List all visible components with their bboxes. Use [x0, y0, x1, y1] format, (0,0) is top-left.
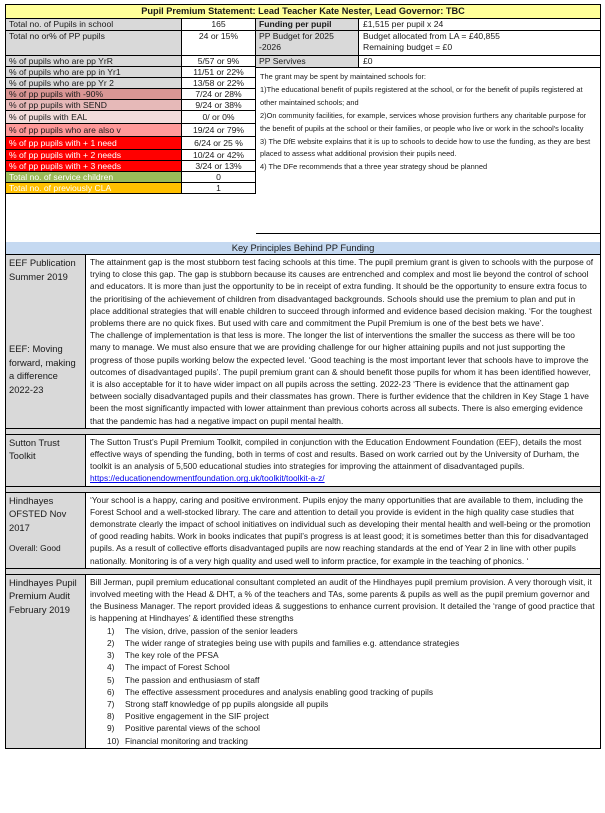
- grant-point-1: 1)The educational benefit of pupils registered at the school, or for the benefit of pupils registered at other maintained schools; and: [260, 84, 583, 107]
- ofsted-overall-rating: Overall: Good: [9, 543, 61, 554]
- strength-item: [107, 722, 597, 734]
- stat-row: [6, 56, 256, 67]
- stat-value: 11/51 or 22%: [182, 67, 256, 77]
- stat-label: % of pupils who are pp Yr 2: [6, 78, 182, 88]
- grant-point-4: 4) The DFe recommends that a three year strategy shoud be planned: [260, 162, 488, 172]
- strength-number: 1): [107, 625, 115, 636]
- budget-remaining: Remaining budget = £0: [363, 42, 453, 52]
- ofsted-side-label: [6, 493, 86, 568]
- stat-value: 0: [182, 172, 256, 182]
- strength-text: The vision, drive, passion of the senior leaders: [125, 625, 298, 636]
- stat-value: 3/24 or 13%: [182, 161, 256, 171]
- strength-text: Positive engagement in the SIF project: [125, 711, 269, 722]
- funding-per-pupil-row: [256, 19, 600, 31]
- stat-row: [6, 100, 256, 111]
- stat-label: % of pp pupils with + 3 needs: [6, 161, 182, 171]
- pp-budget-value: [359, 31, 600, 55]
- funding-per-pupil-value: £1,515 per pupil x 24: [359, 19, 600, 30]
- eef-moving-forward-label: EEF: Moving forward, making a difference 2022-23: [9, 343, 76, 395]
- sutton-trust-body: [86, 435, 600, 486]
- eef-publication-label: EEF Publication Summer 2019: [9, 257, 76, 282]
- stat-label: % of pp pupils with + 2 needs: [6, 150, 182, 160]
- audit-text: Bill Jerman, pupil premium educational consultant completed an audit of the Hindhayes pupil premium provision. A very thorough visit, it involved meeting with the Head & DHT, a % of the teachers and TAs, some parents & pupils as well as the pupil premium governor and the Business Manager. The report provided ideas & suggestions to enhance current provision. It detailed the ‘range of good practice that is happening at Hindhayes’ & identified these strengths: [90, 576, 595, 624]
- pp-budget-label: PP Budget for 2025 -2026: [256, 31, 359, 55]
- strength-text: The effective assessment procedures and analysis enabling good tracking of pupils: [125, 686, 434, 697]
- strength-number: 2): [107, 637, 115, 648]
- strength-number: 7): [107, 698, 115, 709]
- stat-row: [6, 19, 256, 31]
- pp-services-value: £0: [359, 56, 600, 67]
- ofsted-body: ‘Your school is a happy, caring and positive environment. Pupils enjoy the many opportunities that are available to them, including the Forest School and a well-stocked library. The care and attention to detail you provide is evident in the high quality case studies that demonstrate clearly the impact of school initiatives on individual such as developing their mental health and well-being or the promotion of good reading habits. Work in books indicates that pupil’s progress is at least good; it is sometimes better than this for disadvantaged pupils. As a result of collective efforts disadvantaged pupils are now reaching standards at the end of Year 2 in line with other pupils nationally. Monitoring is of a very high quality and used well to inform practice, for example in the teaching of phonics. ‘: [86, 493, 600, 568]
- funding-panel: [256, 19, 600, 234]
- eef-body: [86, 255, 600, 428]
- ofsted-label: Hindhayes OFSTED Nov 2017: [9, 494, 67, 533]
- stat-row: [6, 183, 256, 194]
- summary-section: [5, 19, 601, 242]
- key-principles-header: Key Principles Behind PP Funding: [5, 242, 601, 255]
- stat-value: 6/24 or 25 %: [182, 137, 256, 149]
- stat-label: % of pp pupils with + 1 need: [6, 137, 182, 149]
- stat-row: [6, 89, 256, 100]
- stat-row: [6, 67, 256, 78]
- stat-value: 10/24 or 42%: [182, 150, 256, 160]
- sutton-trust-label: Sutton Trust Toolkit: [6, 435, 86, 486]
- strength-text: The impact of Forest School: [125, 662, 230, 673]
- eef-text-2022: The challenge of implementation is that less is more. The longer the list of interventions the smaller the success as there will be too many to manage. We must also ensure that we are providing challenge for our higher attaining pupils and not just supporting the progress of those pupils working below the expected level. ‘Good teaching is the most important lever that schools have to improve the outcomes of disadvantaged pupils’. The pupil premium grant can & should benefit those pupils for whom it has been identified however, it is also acceptable for it to have wider impact on all pupils across the setting. 2022-23 ‘There is evidence that the attinament gap between socially disadvantaged pupils and their classmates has grown. There is further evidence that the children in Key Stage 1 have been the most significantly impacted with lower attainment than previous cohorts across all subects. There is also emerging evidence that the pandemic has had a negative impact on pupil mental health.: [90, 330, 591, 426]
- stat-value: 9/24 or 38%: [182, 100, 256, 110]
- grant-usage-text: [256, 68, 600, 234]
- audit-body: [86, 575, 600, 748]
- pupil-premium-document: [5, 4, 601, 749]
- strength-item: [107, 649, 597, 661]
- stat-value: 7/24 or 28%: [182, 89, 256, 99]
- strength-item: [107, 686, 597, 698]
- stat-label: % of pp pupils with -90%: [6, 89, 182, 99]
- grant-point-3: 3) The DfE website explains that it is up to schools to decide how to use the funding, as they are best placed to assess what additional provision their pupils need.: [260, 136, 591, 159]
- strength-text: Positive parental views of the school: [125, 723, 261, 734]
- strength-number: 3): [107, 650, 115, 661]
- stat-value: 5/57 or 9%: [182, 56, 256, 66]
- strength-text: Strong staff knowledge of pp pupils alongside all pupils: [125, 698, 329, 709]
- stat-label: % of pp pupils with SEND: [6, 100, 182, 110]
- stat-row: [6, 172, 256, 183]
- stats-table: [6, 19, 256, 194]
- strength-item: [107, 698, 597, 710]
- stat-value: 0/ or 0%: [182, 111, 256, 123]
- pp-budget-row: [256, 31, 600, 56]
- eef-side-label: [6, 255, 86, 428]
- eef-text-2019: The attainment gap is the most stubborn test facing schools at this time. The pupil premium grant is given to schools with the purpose of trying to close this gap. The gap is stubborn because its causes are entrenched and complex and most lie beyond the control of school and educators. It is more than just the opportunity to be in receipt of extra funding. It should be the opportunity to ensure extra focus to the prioritising of the achievement of children from disadvantaged backgrounds. Schools should use the premium to plan and put in place additional strategies that will enable children to succeed through informed and evidence based decision making. ‘For the toughest problems there are no quick fixes. But used with care and commitment the Pupil Premium is one of the best bets we have’.: [90, 257, 594, 329]
- stat-label: % of pupils with EAL: [6, 111, 182, 123]
- strength-item: [107, 735, 597, 747]
- grant-point-2: 2)On community facilities, for example, services whose provision furthers any charitable purpose for the benefit of pupils at the school or their families, or people who live or work in the school's locality: [260, 110, 587, 133]
- strength-number: 6): [107, 686, 115, 697]
- strength-item: [107, 625, 597, 637]
- strength-item: [107, 710, 597, 722]
- funding-per-pupil-label: Funding per pupil: [256, 19, 359, 30]
- pp-services-label: PP Servives: [256, 56, 359, 67]
- stat-label: Total no. of previously CLA: [6, 183, 182, 193]
- grant-intro: The grant may be spent by maintained schools for:: [260, 72, 426, 81]
- stat-row: [6, 161, 256, 172]
- strength-item: [107, 674, 597, 686]
- stat-row: [6, 111, 256, 124]
- budget-allocated: Budget allocated from LA = £40,855: [363, 31, 500, 41]
- strength-number: 9): [107, 723, 115, 734]
- strength-number: 5): [107, 674, 115, 685]
- sutton-trust-block: [5, 435, 601, 487]
- sutton-trust-text: The Sutton Trust’s Pupil Premium Toolkit, compiled in conjunction with the Education Endowment Foundation (EEF), details the most effective ways of spending the funding, both in terms of cost and results. Based on work carried out by the University of Durham, the toolkit is an analysis of 5,500 educational studies into strategies for improving the attainment of disadvantaged pupils.: [90, 436, 582, 472]
- strength-number: 8): [107, 711, 115, 722]
- strength-text: The wider range of strategies being use with pupils and families e.g. attendance strategies: [125, 637, 460, 648]
- strength-item: [107, 637, 597, 649]
- strength-number: 10): [107, 735, 120, 746]
- audit-side-label: Hindhayes Pupil Premium Audit February 2019: [6, 575, 86, 748]
- stat-value: 24 or 15%: [182, 31, 256, 55]
- strength-text: The passion and enthusiasm of staff: [125, 674, 260, 685]
- stat-label: % of pupils who are pp in Yr1: [6, 67, 182, 77]
- strength-number: 4): [107, 662, 115, 673]
- strength-item: [107, 661, 597, 673]
- audit-strengths-list: [90, 625, 597, 747]
- stat-value: 19/24 or 79%: [182, 124, 256, 136]
- stat-row: [6, 137, 256, 150]
- strength-text: The key role of the PFSA: [125, 650, 219, 661]
- strength-text: Financial monitoring and tracking: [125, 735, 248, 746]
- stat-label: Total no. of Pupils in school: [6, 19, 182, 30]
- stat-row: [6, 124, 256, 137]
- stat-value: 165: [182, 19, 256, 30]
- document-title: Pupil Premium Statement: Lead Teacher Kate Nester, Lead Governor: TBC: [5, 4, 601, 19]
- stat-label: % of pp pupils who are also v: [6, 124, 182, 136]
- ofsted-block: [5, 493, 601, 569]
- stat-row: [6, 31, 256, 56]
- stat-value: 13/58 or 22%: [182, 78, 256, 88]
- stat-value: 1: [182, 183, 256, 193]
- stat-label: Total no or% of PP pupils: [6, 31, 182, 55]
- eef-block: [5, 255, 601, 429]
- stat-row: [6, 150, 256, 161]
- stat-row: [6, 78, 256, 89]
- eef-toolkit-link[interactable]: https://educationendowmentfoundation.org.uk/toolkit/toolkit-a-z/: [90, 473, 325, 484]
- stat-label: Total no. of service children: [6, 172, 182, 182]
- audit-block: [5, 575, 601, 749]
- pp-services-row: [256, 56, 600, 68]
- stat-label: % of pupils who are pp YrR: [6, 56, 182, 66]
